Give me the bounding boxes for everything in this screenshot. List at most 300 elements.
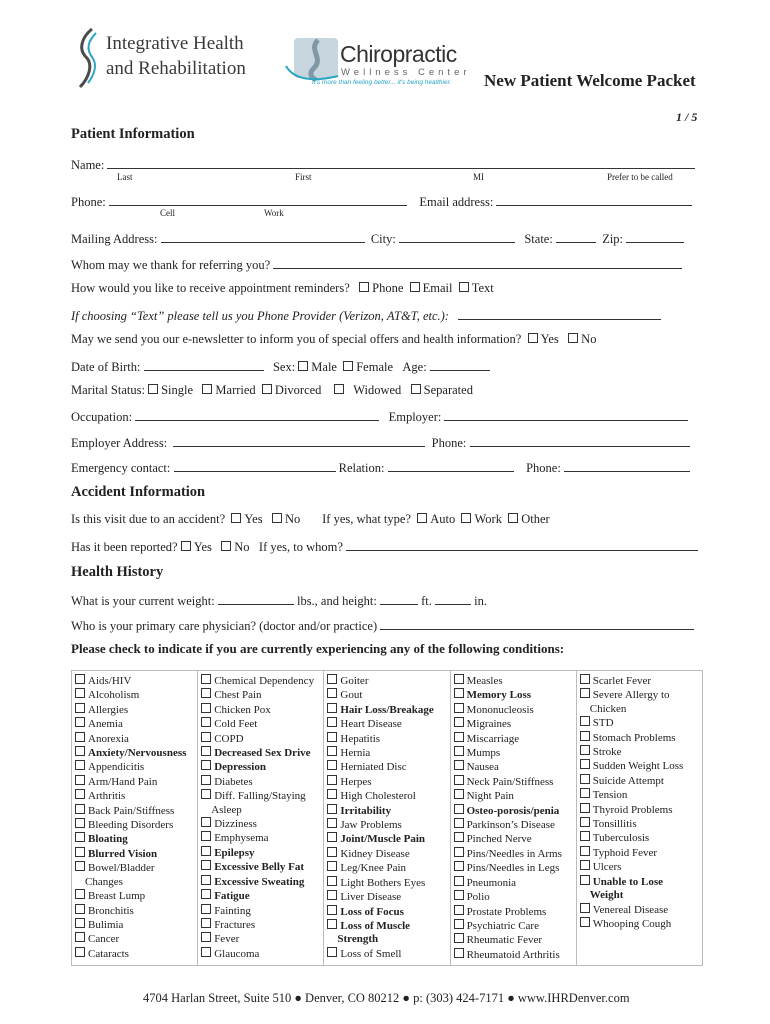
marital-married-checkbox[interactable] (202, 384, 212, 394)
condition-item (201, 947, 320, 961)
condition-checkbox[interactable] (327, 674, 337, 684)
condition-checkbox[interactable] (580, 716, 590, 726)
condition-item (201, 831, 320, 845)
condition-checkbox[interactable] (454, 760, 464, 770)
marital-widowed-label: Widowed (353, 383, 402, 397)
condition-checkbox[interactable] (327, 947, 337, 957)
conditions-column-5 (576, 671, 702, 966)
text-provider-label: If choosing “Text” please tell us you Phone Provider (Verizon, AT&T, etc.): (71, 309, 449, 323)
condition-label: Loss of Smell (340, 947, 402, 960)
physician-field[interactable] (380, 617, 694, 630)
age-field[interactable] (430, 358, 490, 371)
reported-label: Has it been reported? (71, 540, 178, 554)
weight-field[interactable] (218, 592, 294, 605)
condition-item (454, 804, 573, 818)
reminder-phone-checkbox[interactable] (359, 282, 369, 292)
accident-yes-checkbox[interactable] (231, 513, 241, 523)
condition-item (201, 789, 320, 803)
condition-label: STD (592, 717, 614, 730)
condition-label: Herniated Disc (340, 761, 407, 774)
condition-checkbox[interactable] (580, 846, 590, 856)
condition-checkbox[interactable] (454, 919, 464, 929)
condition-label: Chest Pain (214, 689, 262, 702)
accident-visit-label: Is this visit due to an accident? (71, 512, 226, 526)
condition-item (75, 932, 194, 946)
condition-checkbox[interactable] (75, 688, 85, 698)
condition-checkbox[interactable] (75, 861, 85, 871)
condition-item (201, 746, 320, 760)
height-in-field[interactable] (435, 592, 471, 605)
condition-item (580, 860, 699, 874)
marital-separated-checkbox[interactable] (411, 384, 421, 394)
condition-checkbox[interactable] (201, 918, 211, 928)
condition-checkbox[interactable] (75, 760, 85, 770)
name-sub-preferred: Prefer to be called (607, 172, 673, 182)
condition-checkbox[interactable] (75, 746, 85, 756)
condition-checkbox[interactable] (201, 688, 211, 698)
page-number: 1 / 5 (676, 110, 698, 124)
condition-checkbox[interactable] (580, 774, 590, 784)
condition-label: Parkinson’s Disease (466, 819, 555, 832)
condition-item (580, 803, 699, 817)
newsletter-yes-checkbox[interactable] (528, 333, 538, 343)
condition-checkbox[interactable] (75, 804, 85, 814)
condition-label: Venereal Disease (592, 903, 669, 916)
name-sub-last: Last (117, 172, 133, 182)
condition-label: Leg/Knee Pain (340, 862, 407, 875)
accident-other-checkbox[interactable] (508, 513, 518, 523)
referral-row (71, 256, 682, 273)
condition-checkbox[interactable] (201, 703, 211, 713)
reported-row (71, 538, 698, 555)
condition-item (75, 775, 194, 789)
condition-label: Liver Disease (340, 891, 402, 904)
condition-label: Fractures (214, 918, 256, 931)
condition-checkbox[interactable] (75, 674, 85, 684)
condition-checkbox[interactable] (454, 861, 464, 871)
condition-item (327, 732, 446, 746)
condition-item (580, 817, 699, 831)
condition-checkbox[interactable] (454, 905, 464, 915)
condition-label: Stomach Problems (592, 731, 676, 744)
condition-label: Back Pain/Stiffness (88, 804, 175, 817)
condition-checkbox[interactable] (580, 917, 590, 927)
marital-label: Marital Status: (71, 383, 145, 397)
condition-checkbox[interactable] (201, 904, 211, 914)
condition-item (75, 832, 194, 846)
condition-checkbox[interactable] (201, 860, 211, 870)
condition-checkbox[interactable] (75, 918, 85, 928)
condition-item (75, 746, 194, 760)
condition-label: Pins/Needles in Legs (466, 862, 560, 875)
condition-label: Emphysema (214, 832, 269, 845)
sex-male-label: Male (311, 360, 337, 374)
marital-separated-label: Separated (423, 383, 473, 397)
reminder-phone-label: Phone (372, 281, 404, 295)
condition-item (201, 674, 320, 688)
employer-field[interactable] (444, 408, 688, 421)
condition-label: Glaucoma (214, 947, 260, 960)
accident-info-heading: Accident Information (71, 484, 206, 500)
condition-label: Pneumonia (466, 876, 517, 889)
reminder-text-checkbox[interactable] (459, 282, 469, 292)
condition-item (454, 919, 573, 933)
condition-checkbox[interactable] (327, 717, 337, 727)
reported-whom-label: If yes, to whom? (258, 540, 343, 554)
accident-other-label: Other (521, 512, 550, 526)
condition-checkbox[interactable] (454, 717, 464, 727)
occupation-row (71, 408, 688, 425)
condition-label: Typhoid Fever (592, 846, 658, 859)
footer-address: 4704 Harlan Street, Suite 510 ● Denver, CO 80212 ● p: (303) 424-7171 ● www.IHRDenver.com (143, 991, 630, 1005)
condition-item (454, 933, 573, 947)
condition-label: Whooping Cough (592, 917, 672, 930)
condition-checkbox[interactable] (201, 831, 211, 841)
condition-checkbox[interactable] (580, 831, 590, 841)
condition-checkbox[interactable] (454, 832, 464, 842)
condition-checkbox[interactable] (454, 703, 464, 713)
conditions-table (71, 670, 703, 966)
state-field[interactable] (556, 230, 596, 243)
condition-checkbox[interactable] (580, 903, 590, 913)
condition-item (201, 904, 320, 918)
condition-item (75, 847, 194, 861)
condition-label: Neck Pain/Stiffness (466, 775, 554, 788)
condition-checkbox[interactable] (75, 904, 85, 914)
relation-field[interactable] (388, 459, 514, 472)
condition-checkbox[interactable] (580, 745, 590, 755)
condition-checkbox[interactable] (327, 746, 337, 756)
condition-label: Excessive Belly Fat (214, 861, 305, 874)
condition-label: Bowel/Bladder (88, 862, 155, 875)
condition-checkbox[interactable] (75, 789, 85, 799)
condition-item (580, 788, 699, 802)
condition-label: Kidney Disease (340, 847, 410, 860)
text-provider-row (71, 307, 661, 324)
condition-label: Cancer (88, 933, 120, 946)
condition-checkbox[interactable] (327, 818, 337, 828)
conditions-column-1 (72, 671, 198, 966)
referral-label: Whom may we thank for referring you? (71, 258, 271, 272)
zip-field[interactable] (626, 230, 684, 243)
condition-item (75, 818, 194, 832)
accident-type-label: If yes, what type? (322, 512, 411, 526)
accident-yes-label: Yes (244, 512, 263, 526)
condition-checkbox[interactable] (580, 731, 590, 741)
condition-checkbox[interactable] (327, 890, 337, 900)
condition-item (454, 674, 573, 688)
logo2-name: Chiropractic (340, 41, 457, 67)
condition-checkbox[interactable] (201, 932, 211, 942)
swirl-logo-icon (74, 27, 104, 89)
emergency-field[interactable] (174, 459, 336, 472)
accident-no-checkbox[interactable] (272, 513, 282, 523)
condition-item (201, 875, 320, 889)
condition-label: Dizziness (214, 818, 257, 831)
condition-checkbox[interactable] (327, 905, 337, 915)
condition-checkbox[interactable] (454, 674, 464, 684)
condition-checkbox[interactable] (454, 775, 464, 785)
condition-checkbox[interactable] (75, 947, 85, 957)
condition-checkbox[interactable] (75, 932, 85, 942)
condition-label-continuation: Changes (85, 875, 123, 888)
condition-label: Rheumatoid Arthritis (466, 948, 560, 961)
accident-no-label: No (284, 512, 301, 526)
condition-item-continuation (580, 703, 699, 716)
condition-checkbox[interactable] (201, 674, 211, 684)
condition-label: Rheumatic Fever (466, 934, 543, 947)
condition-item (201, 732, 320, 746)
condition-checkbox[interactable] (454, 933, 464, 943)
condition-checkbox[interactable] (201, 789, 211, 799)
condition-checkbox[interactable] (327, 688, 337, 698)
condition-checkbox[interactable] (327, 789, 337, 799)
condition-item-continuation (201, 804, 320, 817)
condition-checkbox[interactable] (201, 732, 211, 742)
condition-checkbox[interactable] (75, 832, 85, 842)
newsletter-yes-label: Yes (540, 332, 559, 346)
emergency-phone-label: Phone: (526, 461, 561, 475)
condition-checkbox[interactable] (75, 847, 85, 857)
condition-label: Prostate Problems (466, 905, 547, 918)
condition-label: Blurred Vision (88, 847, 158, 860)
condition-item (327, 818, 446, 832)
condition-item (327, 703, 446, 717)
employer-address-field[interactable] (173, 434, 425, 447)
condition-label: Fainting (214, 904, 251, 917)
condition-item (454, 717, 573, 731)
condition-item (454, 732, 573, 746)
condition-item (327, 760, 446, 774)
condition-checkbox[interactable] (580, 875, 590, 885)
condition-checkbox[interactable] (201, 875, 211, 885)
mailing-label: Mailing Address: (71, 232, 158, 246)
condition-item (580, 903, 699, 917)
condition-item (327, 890, 446, 904)
newsletter-label: May we send you our e-newsletter to inform you of special offers and health information? (71, 332, 522, 346)
condition-label: Nausea (466, 761, 499, 774)
condition-checkbox[interactable] (580, 817, 590, 827)
condition-checkbox[interactable] (327, 832, 337, 842)
relation-label: Relation: (338, 461, 385, 475)
condition-label: Epilepsy (214, 846, 255, 859)
dob-row (71, 358, 490, 375)
condition-item-continuation (75, 876, 194, 889)
condition-label: Appendicitis (88, 761, 145, 774)
condition-checkbox[interactable] (580, 860, 590, 870)
condition-item (454, 789, 573, 803)
condition-item (454, 703, 573, 717)
employer-label: Employer: (388, 410, 442, 424)
condition-item (580, 774, 699, 788)
mailing-field[interactable] (161, 230, 365, 243)
condition-checkbox[interactable] (75, 775, 85, 785)
condition-checkbox[interactable] (454, 847, 464, 857)
accident-auto-label: Auto (430, 512, 456, 526)
condition-checkbox[interactable] (454, 746, 464, 756)
condition-item (327, 861, 446, 875)
emergency-phone-field[interactable] (564, 459, 690, 472)
condition-item (327, 804, 446, 818)
city-label: City: (370, 232, 396, 246)
condition-checkbox[interactable] (454, 948, 464, 958)
condition-item (327, 905, 446, 919)
condition-item (201, 817, 320, 831)
conditions-column-2 (198, 671, 324, 966)
occupation-label: Occupation: (71, 410, 133, 424)
marital-single-label: Single (161, 383, 194, 397)
condition-label: Herpes (340, 775, 372, 788)
condition-checkbox[interactable] (201, 717, 211, 727)
condition-checkbox[interactable] (201, 947, 211, 957)
phone-field[interactable] (109, 193, 407, 206)
condition-checkbox[interactable] (580, 759, 590, 769)
condition-label: Chicken Pox (214, 703, 271, 716)
condition-checkbox[interactable] (327, 703, 337, 713)
condition-label: Allergies (88, 703, 129, 716)
condition-checkbox[interactable] (75, 732, 85, 742)
condition-checkbox[interactable] (327, 732, 337, 742)
condition-item (75, 688, 194, 702)
document-title: New Patient Welcome Packet (484, 71, 696, 90)
marital-single-checkbox[interactable] (148, 384, 158, 394)
reported-no-checkbox[interactable] (221, 541, 231, 551)
condition-item (75, 918, 194, 932)
phone-sub-work: Work (264, 208, 284, 218)
condition-label: Diff. Falling/Staying (214, 790, 306, 803)
condition-label: Memory Loss (466, 689, 532, 702)
condition-label-continuation: Strength (337, 933, 379, 946)
city-field[interactable] (399, 230, 515, 243)
condition-checkbox[interactable] (327, 919, 337, 929)
condition-label: Pinched Nerve (466, 833, 532, 846)
condition-item (201, 717, 320, 731)
sex-male-checkbox[interactable] (298, 361, 308, 371)
condition-checkbox[interactable] (454, 732, 464, 742)
referral-field[interactable] (273, 256, 682, 269)
condition-item (201, 860, 320, 874)
condition-item (454, 746, 573, 760)
marital-divorced-checkbox[interactable] (262, 384, 272, 394)
height-ft-field[interactable] (380, 592, 418, 605)
condition-checkbox[interactable] (201, 889, 211, 899)
accident-auto-checkbox[interactable] (417, 513, 427, 523)
condition-label: Hair Loss/Breakage (340, 703, 434, 716)
condition-label: Fever (214, 933, 240, 946)
condition-checkbox[interactable] (580, 688, 590, 698)
height-label: lbs., and height: (296, 594, 377, 608)
condition-label: Unable to Lose (592, 875, 664, 888)
condition-checkbox[interactable] (454, 818, 464, 828)
occupation-field[interactable] (135, 408, 379, 421)
condition-checkbox[interactable] (327, 775, 337, 785)
text-provider-field[interactable] (458, 307, 661, 320)
employer-address-label: Employer Address: (71, 436, 168, 450)
conditions-heading: Please check to indicate if you are currently experiencing any of the following conditions: (71, 641, 565, 656)
name-field[interactable] (107, 156, 695, 169)
reminder-email-checkbox[interactable] (410, 282, 420, 292)
email-field[interactable] (496, 193, 692, 206)
reported-whom-field[interactable] (346, 538, 698, 551)
condition-item (75, 732, 194, 746)
condition-item (327, 688, 446, 702)
condition-checkbox[interactable] (201, 746, 211, 756)
condition-checkbox[interactable] (327, 861, 337, 871)
condition-label: Tension (592, 789, 628, 802)
employer-phone-field[interactable] (470, 434, 690, 447)
marital-widowed-checkbox[interactable] (334, 384, 344, 394)
condition-label: Bulimia (88, 918, 124, 931)
condition-checkbox[interactable] (201, 760, 211, 770)
condition-checkbox[interactable] (201, 817, 211, 827)
emergency-label: Emergency contact: (71, 461, 171, 475)
condition-checkbox[interactable] (580, 803, 590, 813)
condition-label: Pins/Needles in Arms (466, 847, 562, 860)
condition-checkbox[interactable] (454, 789, 464, 799)
condition-checkbox[interactable] (454, 688, 464, 698)
condition-checkbox[interactable] (327, 876, 337, 886)
condition-checkbox[interactable] (454, 890, 464, 900)
condition-checkbox[interactable] (75, 889, 85, 899)
condition-label: Gout (340, 689, 363, 702)
condition-checkbox[interactable] (327, 760, 337, 770)
condition-checkbox[interactable] (580, 788, 590, 798)
condition-item-continuation (327, 933, 446, 946)
condition-checkbox[interactable] (201, 846, 211, 856)
chiropractic-logo (284, 34, 471, 90)
sex-female-checkbox[interactable] (343, 361, 353, 371)
condition-label: Measles (466, 675, 503, 687)
condition-label: Loss of Muscle (340, 919, 411, 932)
condition-label: Ulcers (592, 861, 622, 874)
condition-item (75, 904, 194, 918)
newsletter-row (71, 332, 596, 347)
condition-item (454, 847, 573, 861)
condition-item (327, 674, 446, 688)
condition-label: Migraines (466, 718, 512, 731)
condition-label: Chemical Dependency (214, 675, 315, 687)
condition-label: Thyroid Problems (592, 803, 673, 816)
zip-label: Zip: (602, 232, 624, 246)
condition-checkbox[interactable] (327, 847, 337, 857)
condition-checkbox[interactable] (75, 818, 85, 828)
condition-item (454, 861, 573, 875)
condition-label: Cataracts (88, 947, 129, 960)
condition-checkbox[interactable] (327, 804, 337, 814)
newsletter-no-checkbox[interactable] (568, 333, 578, 343)
marital-divorced-label: Divorced (274, 383, 322, 397)
dob-label: Date of Birth: (71, 360, 141, 374)
condition-checkbox[interactable] (454, 804, 464, 814)
condition-label: Excessive Sweating (214, 875, 305, 888)
email-label: Email address: (419, 195, 494, 209)
dob-field[interactable] (144, 358, 264, 371)
accident-work-checkbox[interactable] (461, 513, 471, 523)
condition-checkbox[interactable] (454, 876, 464, 886)
condition-checkbox[interactable] (75, 703, 85, 713)
condition-item (454, 948, 573, 962)
condition-label: Anemia (88, 718, 123, 731)
condition-checkbox[interactable] (580, 674, 590, 684)
reported-yes-checkbox[interactable] (181, 541, 191, 551)
condition-item (327, 717, 446, 731)
condition-checkbox[interactable] (201, 775, 211, 785)
condition-item (580, 674, 699, 688)
condition-label: Anxiety/Nervousness (88, 747, 187, 760)
condition-checkbox[interactable] (75, 717, 85, 727)
newsletter-no-label: No (581, 332, 597, 346)
phone-label: Phone: (71, 195, 106, 209)
